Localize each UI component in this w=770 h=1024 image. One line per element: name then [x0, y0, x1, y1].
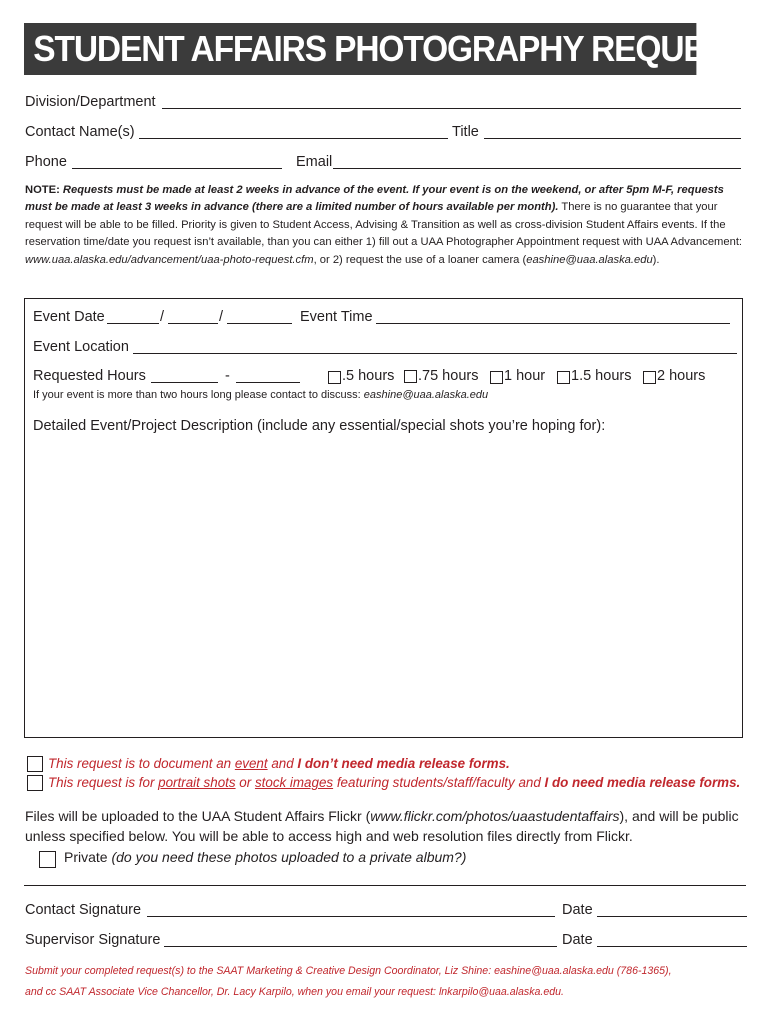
opt2-link-1: portrait shots	[158, 775, 236, 790]
date-slash-2: /	[219, 309, 224, 325]
opt1-link: event	[234, 756, 268, 771]
opt1-bold: I don’t need media release forms.	[297, 756, 510, 771]
private-hint: (do you need these photos uploaded to a private album?)	[111, 849, 467, 865]
opt2-text-a: This request is for	[48, 775, 155, 790]
files-text: Files will be uploaded to the UAA Student Affairs Flickr (	[25, 808, 371, 824]
event-date-year[interactable]	[227, 323, 292, 324]
hours-dash: -	[225, 368, 230, 384]
hours-end-field[interactable]	[236, 382, 300, 383]
description-label: Detailed Event/Project Description (include any essential/special shots you’re hoping for):	[33, 418, 606, 434]
event-time-label: Event Time	[300, 309, 373, 325]
event-date-month[interactable]	[107, 323, 159, 324]
event-release-label	[48, 756, 510, 771]
supervisor-date-label: Date	[562, 932, 593, 948]
contact-names-label: Contact Name(s)	[25, 124, 135, 140]
division-label: Division/Department	[25, 94, 156, 110]
event-date-label: Event Date	[33, 309, 105, 325]
opt2-link-2: stock images	[254, 775, 334, 790]
hours-option-1-label: .75 hours	[418, 368, 479, 384]
contact-names-field[interactable]	[139, 138, 448, 139]
hours-option-3-checkbox[interactable]	[557, 371, 570, 384]
phone-label: Phone	[25, 154, 67, 170]
supervisor-signature-label: Supervisor Signature	[25, 932, 161, 948]
hours-option-4-checkbox[interactable]	[643, 371, 656, 384]
event-location-label: Event Location	[33, 339, 129, 355]
note-prefix: NOTE:	[25, 184, 60, 196]
hours-start-field[interactable]	[151, 382, 218, 383]
event-release-checkbox[interactable]	[27, 756, 43, 772]
hours-option-0-label: .5 hours	[342, 368, 395, 384]
note-email: eashine@uaa.alaska.edu	[526, 253, 653, 266]
portrait-release-checkbox[interactable]	[27, 775, 43, 791]
hours-option-3-label: 1.5 hours	[571, 368, 632, 384]
note-bold-text: Requests must be made at least 2 weeks in advance of the event. If your event is on the weekend, or after 5pm M-F, requests must be made at least 3 weeks in advance (there are a limited number of hours available per month).	[25, 184, 724, 214]
section-divider	[24, 885, 746, 886]
event-location-field[interactable]	[133, 353, 737, 354]
note-paragraph	[25, 182, 745, 269]
footer-line-1: Submit your completed request(s) to the SAAT Marketing & Creative Design Coordinator, Liz Shine: eashine@uaa.alaska.edu (786-1365),	[25, 965, 672, 977]
requested-hours-label: Requested Hours	[33, 368, 146, 384]
contact-signature-field[interactable]	[147, 916, 555, 917]
note-body3: ).	[652, 253, 660, 266]
event-date-day[interactable]	[168, 323, 218, 324]
contact-date-label: Date	[562, 902, 593, 918]
files-url: www.flickr.com/photos/uaastudentaffairs	[370, 808, 620, 824]
note-body: There is no guarantee that your request will be able to be filled. Priority is given to Student Access, Advising & Transition as well as cross-division Student Affairs events. If the reservation time/date you request isn’t available, than you can either 1) fill out a UAA Photographer Appointment request with UAA Advancement:	[25, 201, 743, 249]
files-text2: ), and will be public unless specified below. You will be able to access high and web resolution files directly from Flickr.	[25, 808, 739, 844]
opt1-text-b: and	[271, 756, 294, 771]
title-label: Title	[452, 124, 479, 140]
phone-field[interactable]	[72, 168, 282, 169]
hours-option-2-label: 1 hour	[504, 368, 546, 384]
opt2-text-b: featuring students/staff/faculty and	[336, 775, 541, 790]
note-url: www.uaa.alaska.edu/advancement/uaa-photo-request.cfm	[25, 253, 314, 266]
description-area[interactable]	[33, 442, 733, 728]
portrait-release-label	[48, 775, 740, 790]
hours-option-2-checkbox[interactable]	[490, 371, 503, 384]
long-event-note	[33, 389, 488, 401]
email-field[interactable]	[333, 168, 741, 169]
opt2-or: or	[239, 775, 252, 790]
hours-option-4-label: 2 hours	[657, 368, 706, 384]
supervisor-signature-field[interactable]	[164, 946, 557, 947]
email-label: Email	[296, 154, 333, 170]
title-bold: STUDENT AFFAIRS	[33, 28, 326, 69]
private-checkbox[interactable]	[39, 851, 56, 868]
contact-date-field[interactable]	[597, 916, 747, 917]
footer-line-2: and cc SAAT Associate Vice Chancellor, Dr. Lacy Karpilo, when you email your request: lnkarpilo@uaa.alaska.edu.	[25, 986, 564, 998]
event-time-field[interactable]	[376, 323, 730, 324]
note-body2: , or 2) request the use of a loaner camera (	[313, 253, 527, 266]
title-field[interactable]	[484, 138, 741, 139]
private-label	[64, 849, 466, 865]
supervisor-date-field[interactable]	[597, 946, 747, 947]
form-title	[24, 23, 746, 75]
private-label-text: Private	[64, 849, 108, 865]
division-field[interactable]	[162, 108, 741, 109]
title-rest: PHOTOGRAPHY REQUEST	[334, 28, 746, 69]
hours-option-1-checkbox[interactable]	[404, 370, 417, 383]
long-event-note-text: If your event is more than two hours long please contact to discuss:	[33, 389, 361, 401]
opt2-bold: I do need media release forms.	[544, 775, 741, 790]
long-event-note-email: eashine@uaa.alaska.edu	[363, 389, 489, 401]
hours-option-0-checkbox[interactable]	[328, 371, 341, 384]
files-paragraph	[25, 806, 750, 846]
date-slash-1: /	[160, 309, 165, 325]
contact-signature-label: Contact Signature	[25, 902, 142, 918]
opt1-text-a: This request is to document an	[48, 756, 232, 771]
